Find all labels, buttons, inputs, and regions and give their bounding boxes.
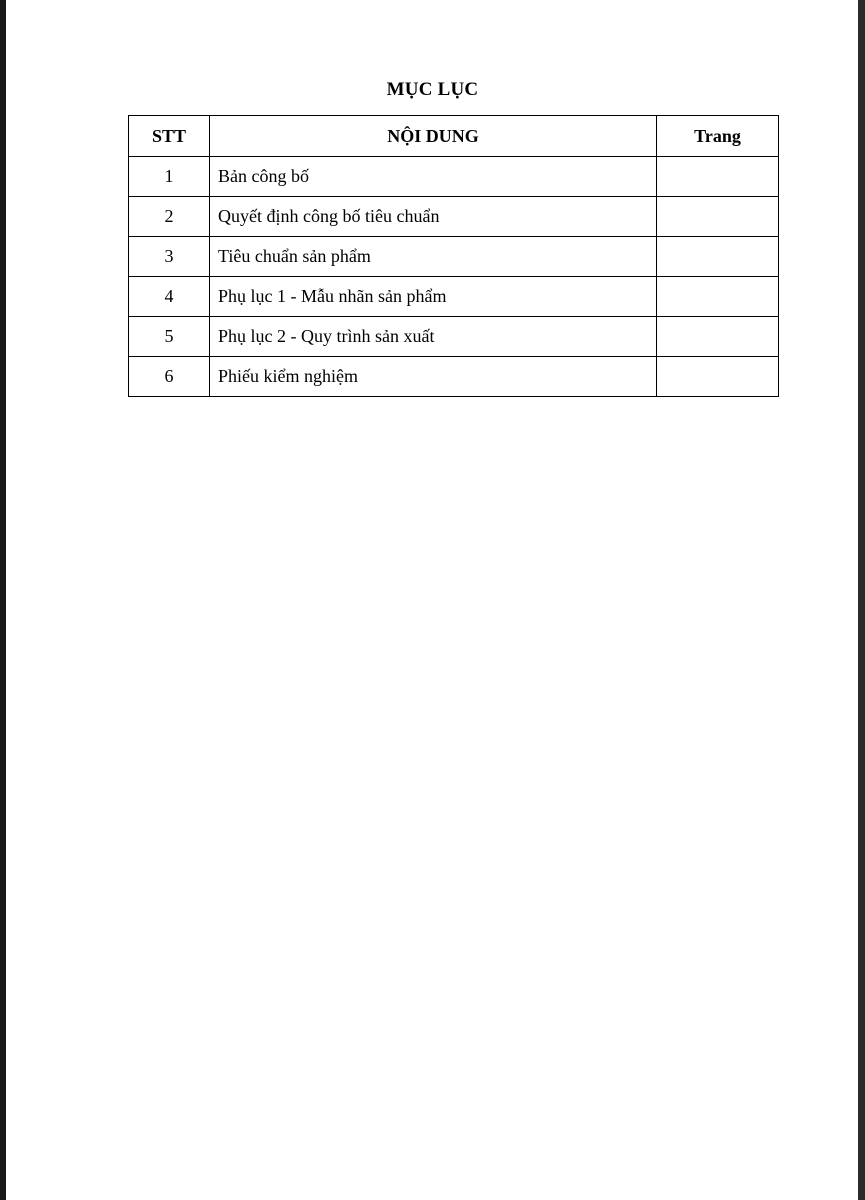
header-stt: STT bbox=[129, 116, 210, 157]
row-content: Bản công bố bbox=[210, 157, 657, 197]
row-page bbox=[657, 197, 779, 237]
page-edge bbox=[858, 0, 865, 1200]
row-page bbox=[657, 237, 779, 277]
row-stt: 6 bbox=[129, 357, 210, 397]
header-page: Trang bbox=[657, 116, 779, 157]
row-content: Phụ lục 1 - Mẫu nhãn sản phẩm bbox=[210, 277, 657, 317]
row-page bbox=[657, 157, 779, 197]
row-stt: 2 bbox=[129, 197, 210, 237]
row-page bbox=[657, 317, 779, 357]
row-stt: 4 bbox=[129, 277, 210, 317]
row-stt: 5 bbox=[129, 317, 210, 357]
table-row bbox=[129, 197, 779, 237]
row-content: Tiêu chuẩn sản phẩm bbox=[210, 237, 657, 277]
row-content: Phiếu kiểm nghiệm bbox=[210, 357, 657, 397]
document-title: MỤC LỤC bbox=[386, 79, 479, 100]
table-row bbox=[129, 277, 779, 317]
row-page bbox=[657, 277, 779, 317]
table-header-row bbox=[129, 116, 779, 157]
header-content: NỘI DUNG bbox=[210, 116, 657, 157]
row-stt: 1 bbox=[129, 157, 210, 197]
table-of-contents bbox=[128, 115, 779, 397]
row-page bbox=[657, 357, 779, 397]
row-content: Quyết định công bố tiêu chuẩn bbox=[210, 197, 657, 237]
table-row bbox=[129, 237, 779, 277]
table-row bbox=[129, 157, 779, 197]
row-content: Phụ lục 2 - Quy trình sản xuất bbox=[210, 317, 657, 357]
table-row bbox=[129, 357, 779, 397]
table-row bbox=[129, 317, 779, 357]
row-stt: 3 bbox=[129, 237, 210, 277]
